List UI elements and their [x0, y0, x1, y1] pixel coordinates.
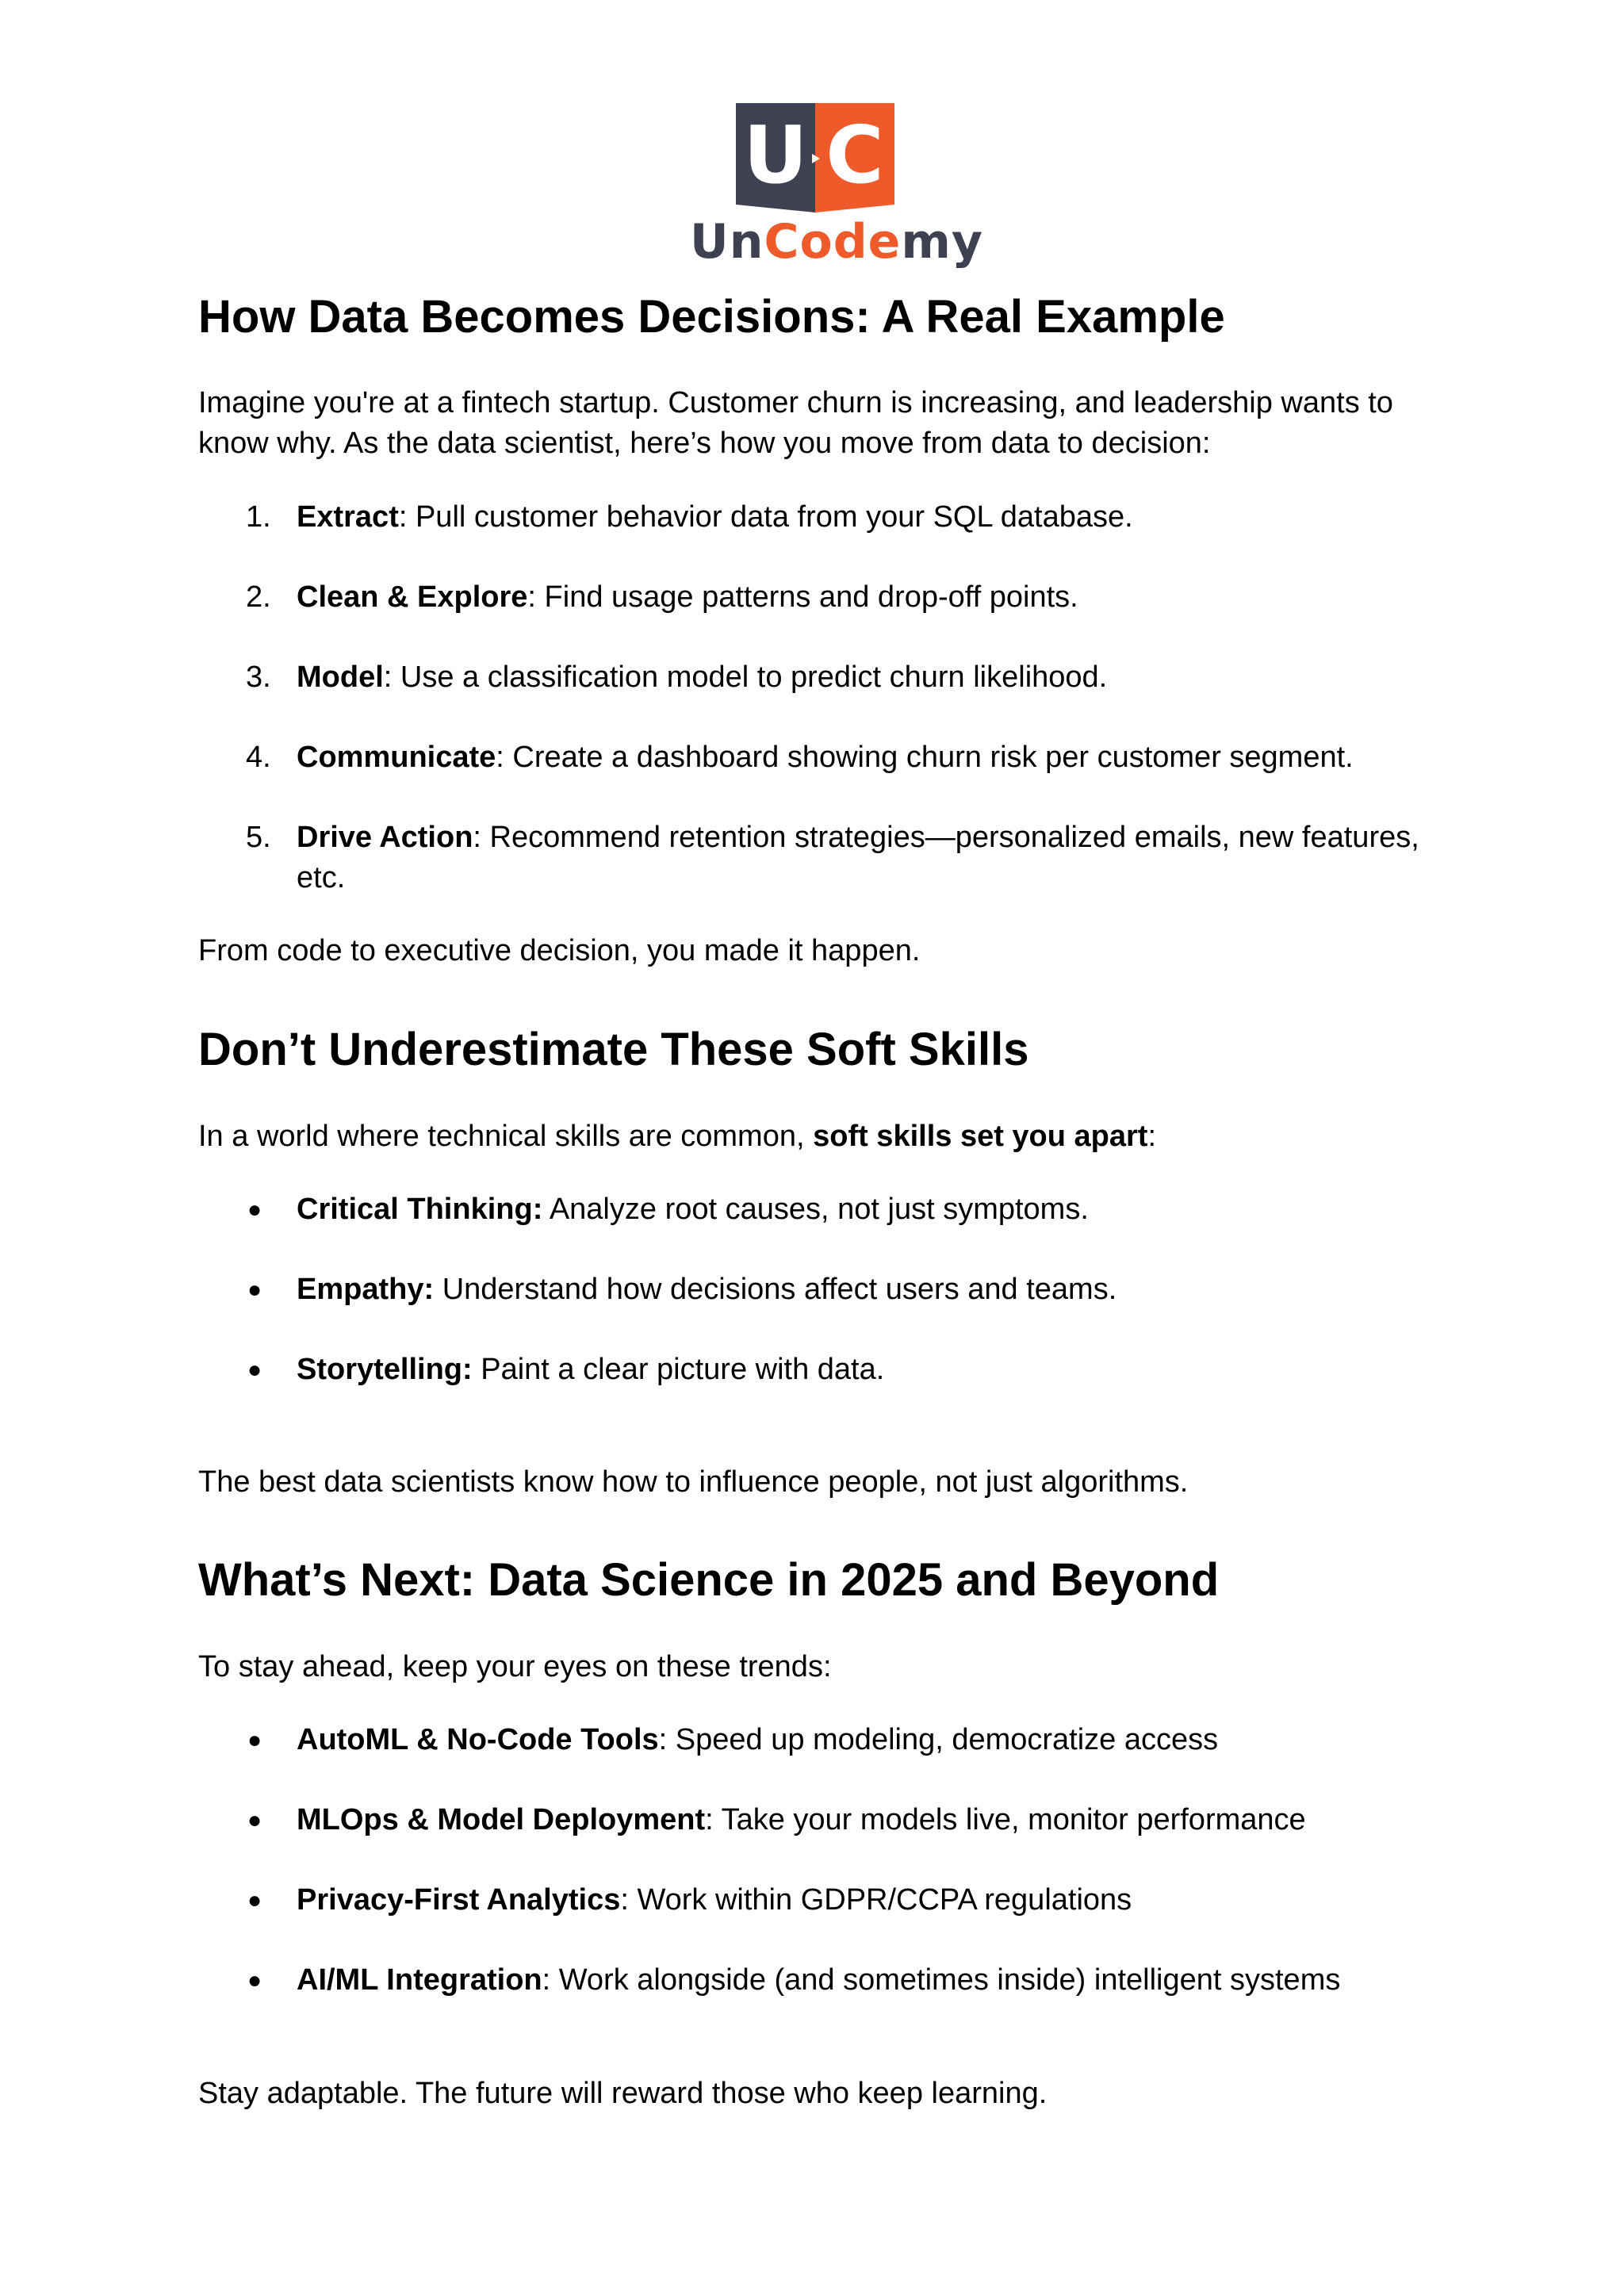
logo-mark-u: U [743, 109, 808, 201]
intro-paragraph: In a world where technical skills are common, soft skills set you apart: [198, 1120, 1157, 1153]
outro-paragraph: From code to executive decision, you made it happen. [198, 934, 921, 967]
uc-logo-mark [736, 103, 894, 213]
logo-wordmark: UnCodemy [690, 214, 983, 270]
section-heading: How Data Becomes Decisions: A Real Example [198, 291, 1225, 343]
bullet-icon: ● [247, 1807, 262, 1833]
uncodemy-logo [682, 103, 983, 274]
bullet-icon: ● [247, 1197, 262, 1223]
logo-mark-c: C [825, 109, 884, 201]
bullet-icon: ● [247, 1727, 262, 1753]
bullet-icon: ● [247, 1967, 262, 1993]
section-heading: What’s Next: Data Science in 2025 and Beyond [198, 1554, 1220, 1606]
outro-paragraph: Stay adaptable. The future will reward those who keep learning. [198, 2077, 1048, 2110]
bullet-icon: ● [247, 1357, 262, 1383]
intro-paragraph: Imagine you're at a fintech startup. Customer churn is increasing, and leadership wants to know why. As the data scientist, here’s how you move from data to decision: [198, 386, 1393, 460]
bullet-icon: ● [247, 1277, 262, 1303]
bullet-icon: ● [247, 1887, 262, 1913]
outro-paragraph: The best data scientists know how to influence people, not just algorithms. [198, 1465, 1189, 1499]
intro-paragraph: To stay ahead, keep your eyes on these trends: [198, 1650, 832, 1683]
section-heading: Don’t Underestimate These Soft Skills [198, 1024, 1029, 1075]
